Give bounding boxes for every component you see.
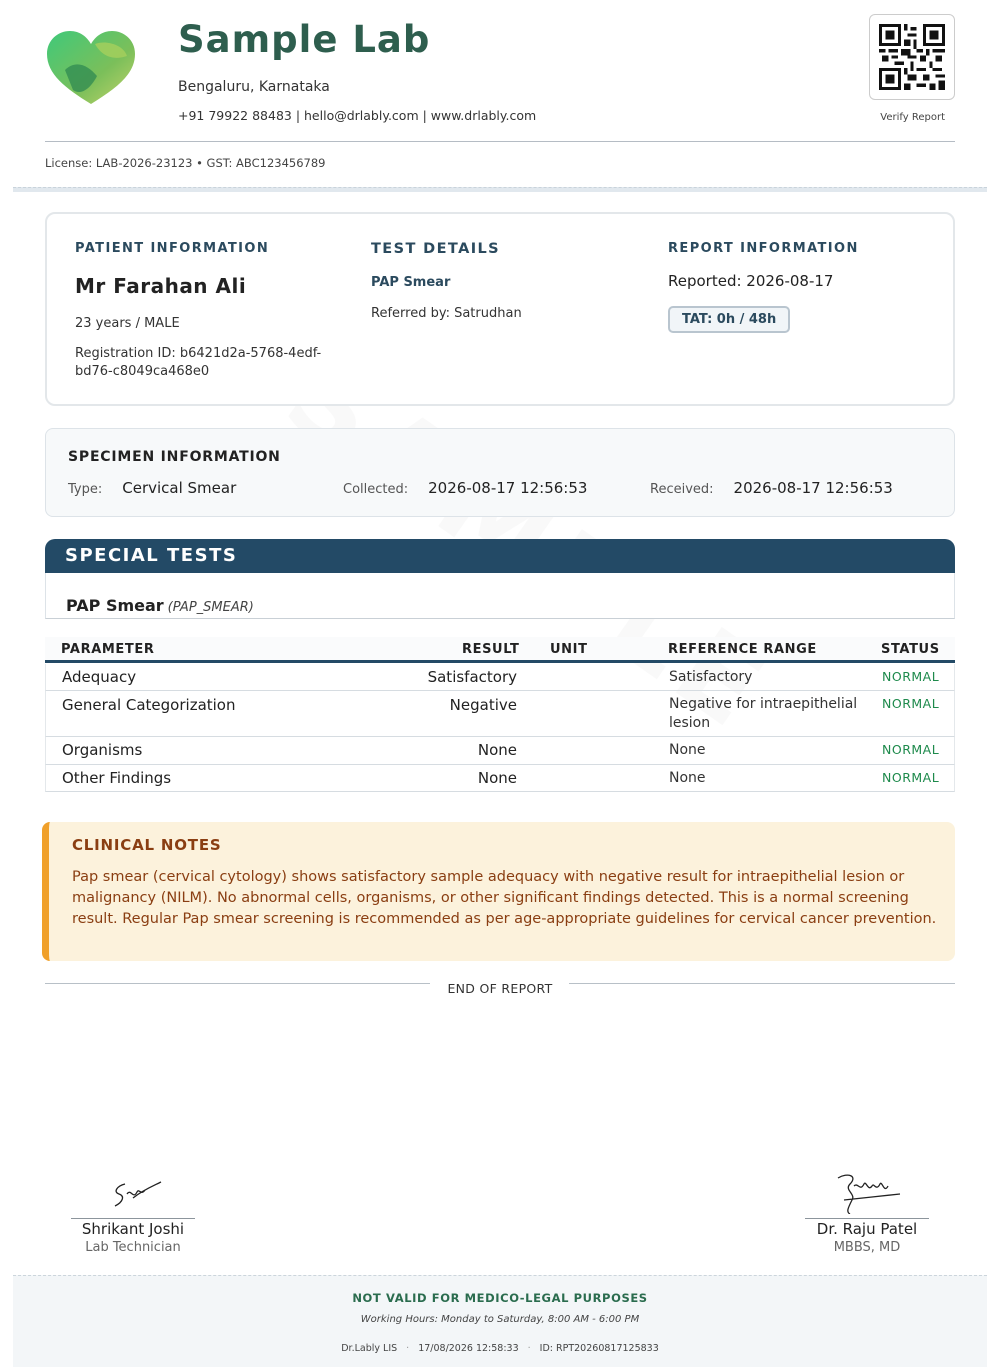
test-details <box>371 241 522 321</box>
test-block <box>45 573 955 619</box>
signatory-name: Dr. Raju Patel <box>816 1220 918 1238</box>
patient-age-sex: 23 years / MALE <box>75 316 180 331</box>
col-parameter: PARAMETER <box>61 642 155 657</box>
reported-date: Reported: 2026-08-17 <box>668 272 834 290</box>
test-name: PAP Smear <box>371 275 451 290</box>
working-hours: Working Hours: Monday to Saturday, 8:00 AM - 6:00 PM <box>360 1314 640 1325</box>
signature-doctor <box>805 1170 929 1255</box>
row-status: NORMAL <box>882 669 940 684</box>
signature-line <box>71 1218 195 1219</box>
specimen-type-value: Cervical Smear <box>122 479 237 497</box>
clinical-notes-text: Pap smear (cervical cytology) shows satisfactory sample adequacy with negative result for intraepithelial lesion or malignancy (NILM). No abnormal cells, organisms, or other significant findings detected. This is a normal screening result. Regular Pap smear screening is recommended as per age-appropriate guidelines for cervical cancer prevention. <box>72 869 937 927</box>
signature-doctor-mark <box>832 1170 902 1214</box>
end-of-report: END OF REPORT <box>447 981 553 996</box>
row-result: Satisfactory <box>427 668 517 686</box>
test-section-title: TEST DETAILS <box>371 241 500 257</box>
footer-meta <box>13 1343 987 1354</box>
patient-name: Mr Farahan Ali <box>75 274 247 298</box>
special-tests-header <box>45 539 955 573</box>
row-result: None <box>477 741 517 759</box>
test-title <box>66 596 254 615</box>
clinical-notes <box>42 822 955 961</box>
signatory-role: Lab Technician <box>85 1240 181 1255</box>
header-divider <box>45 141 955 142</box>
row-reference: Satisfactory <box>669 669 753 685</box>
verify-report-label: Verify Report <box>880 112 945 123</box>
footer-system: Dr.Lably LIS <box>341 1343 398 1354</box>
footer-report-id: ID: RPT20260817125833 <box>539 1343 659 1354</box>
signatory-name: Shrikant Joshi <box>81 1220 185 1238</box>
header-band <box>13 187 987 192</box>
patient-section-title: PATIENT INFORMATION <box>75 241 270 256</box>
specimen-type-label: Type: <box>68 482 103 497</box>
signature-technician-mark <box>103 1170 163 1214</box>
heart-logo-icon <box>45 30 137 106</box>
row-result: None <box>477 769 517 787</box>
row-result: Negative <box>449 696 517 714</box>
row-reference: None <box>669 742 706 758</box>
signatory-role: MBBS, MD <box>833 1240 901 1255</box>
lab-contact: +91 79922 88483 | hello@drlably.com | www.drlably.com <box>178 108 537 123</box>
table-row <box>45 664 955 691</box>
collected-label: Collected: <box>343 482 409 497</box>
report-header <box>45 14 955 142</box>
special-tests-title: SPECIAL TESTS <box>65 545 238 566</box>
row-status: NORMAL <box>882 696 940 711</box>
lab-name: Sample Lab <box>178 18 431 61</box>
report-footer <box>13 1275 987 1367</box>
row-parameter: Adequacy <box>62 668 137 686</box>
patient-information <box>75 241 340 381</box>
test-code: (PAP_SMEAR) <box>167 600 254 615</box>
separator-dot: · <box>406 1343 410 1354</box>
qr-code-icon[interactable] <box>869 14 955 100</box>
row-reference: None <box>669 770 706 786</box>
results-table-header <box>45 637 955 663</box>
row-reference: Negative for intraepithelial lesion <box>669 696 858 731</box>
specimen-type <box>68 479 236 497</box>
specimen-section-title: SPECIMEN INFORMATION <box>68 449 281 465</box>
col-reference: REFERENCE RANGE <box>668 642 817 657</box>
lab-city: Bengaluru, Karnataka <box>178 79 330 95</box>
col-unit: UNIT <box>550 642 588 657</box>
specimen-collected <box>343 479 587 497</box>
specimen-information <box>45 428 955 517</box>
license-line: License: LAB-2026-23123 • GST: ABC123456789 <box>45 156 326 170</box>
collected-value: 2026-08-17 12:56:53 <box>428 479 588 497</box>
table-row <box>45 765 955 792</box>
row-status: NORMAL <box>882 770 940 785</box>
row-status: NORMAL <box>882 742 940 757</box>
received-value: 2026-08-17 12:56:53 <box>733 479 893 497</box>
tat-badge: TAT: 0h / 48h <box>668 306 790 333</box>
received-label: Received: <box>650 482 714 497</box>
signature-line <box>805 1218 929 1219</box>
legal-warning: NOT VALID FOR MEDICO-LEGAL PURPOSES <box>352 1291 648 1305</box>
registration-id: Registration ID: b6421d2a-5768-4edf-bd76-c8049ca468e0 <box>75 346 322 379</box>
row-parameter: General Categorization <box>62 696 236 714</box>
specimen-received <box>650 479 893 497</box>
col-result: RESULT <box>462 642 520 657</box>
row-parameter: Organisms <box>62 741 143 759</box>
clinical-notes-title: CLINICAL NOTES <box>72 836 222 854</box>
referred-by: Referred by: Satrudhan <box>371 306 522 321</box>
table-row <box>45 737 955 765</box>
info-card <box>45 212 955 406</box>
row-parameter: Other Findings <box>62 769 172 787</box>
footer-timestamp: 17/08/2026 12:58:33 <box>418 1343 519 1354</box>
report-section-title: REPORT INFORMATION <box>668 241 859 256</box>
separator-dot: · <box>527 1343 531 1354</box>
table-row <box>45 691 955 737</box>
report-information <box>668 241 859 333</box>
signature-technician <box>71 1170 195 1255</box>
col-status: STATUS <box>881 642 940 657</box>
test-title-name: PAP Smear <box>66 596 164 615</box>
